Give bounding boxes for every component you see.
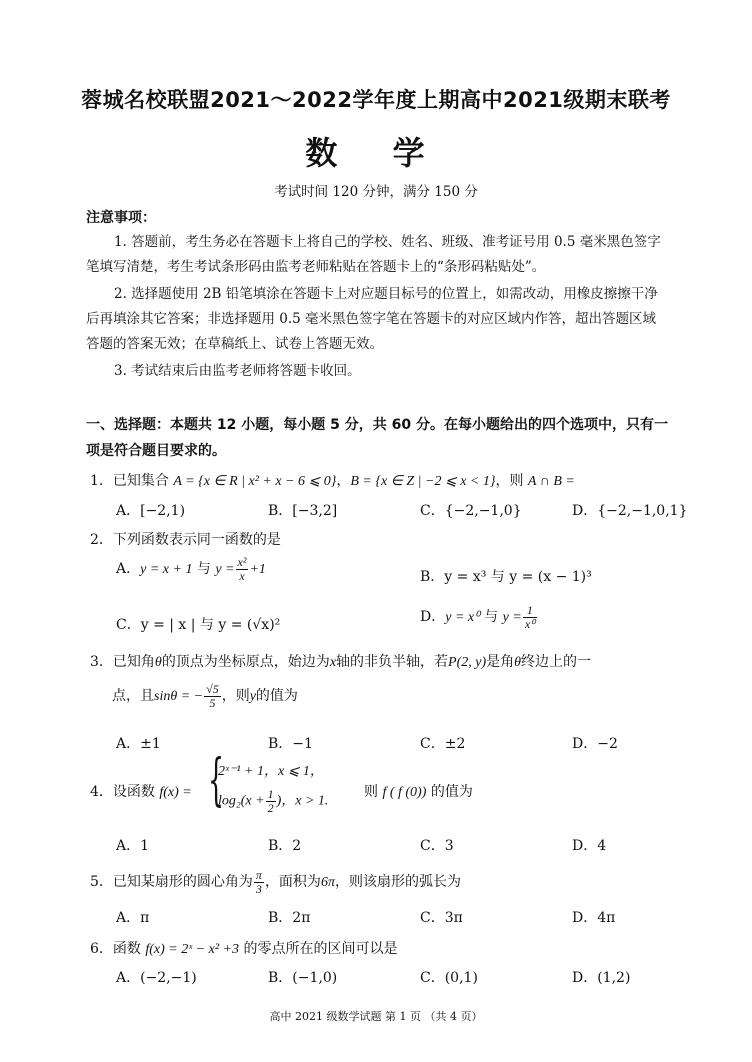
q1-option-d: D．{−2,−1,0,1} [572,503,688,519]
q3-option-d: D．−2 [572,736,618,752]
q2-option-c: C．y = | x | 与 y = (√x)² [116,617,281,633]
question-4-tail [364,781,473,801]
q3-denominator: 5 [209,695,216,710]
exam-info: 考试时间 120 分钟，满分 150 分 [274,184,478,200]
q1-intersection: A ∩ B = [527,474,575,489]
question-5-stem [90,869,461,895]
q4-case2-fraction [266,788,276,814]
q2d-fraction [523,604,537,630]
q4-text-b: 则 [364,784,383,800]
q2a-numerator: x² [237,555,247,569]
question-1-stem [90,470,575,490]
q5-option-a: A．π [116,910,150,926]
q6-text-a: 6．函数 [90,941,146,957]
q5-option-d: D．4π [572,910,616,926]
q4-case-2 [218,788,328,814]
q3-text-d: 是角 [486,654,515,670]
q3-fraction [204,683,221,709]
question-3-line-1 [90,651,591,671]
q3-text-f: 点，且 [112,688,154,705]
q1-text-c: ，则 [495,473,528,489]
q4-func: f(x) = [159,785,192,800]
q2a-func-1: y = x + 1 [140,562,193,578]
q4-case2-log: log₂(x + [218,793,265,809]
q1-option-b: B．[−3,2] [268,503,338,519]
q4-option-b: B．2 [268,838,302,854]
q4-case-1: 2ˣ⁻¹ + 1，x ⩽ 1， [218,764,324,779]
question-2-stem: 2．下列函数表示同一函数的是 [90,532,281,548]
q1-option-a: A．[−2,1) [116,503,186,519]
q4-case2-numerator: 1 [267,787,274,801]
q4-case2-tail: )，x > 1. [276,793,329,809]
q3-point: P(2, y) [448,655,487,670]
q4-brace: { [208,748,225,813]
q3-x: x [329,655,337,670]
q6-option-d: D．(1,2) [572,970,631,986]
notice-heading: 注意事项： [86,210,156,226]
q2a-denominator: x [239,568,245,583]
q2-option-b: B．y = x³ 与 y = (x − 1)³ [420,569,592,585]
q5-fraction [254,869,264,895]
q4-option-d: D．4 [572,838,607,854]
q3-sin: sinθ = − [154,689,204,705]
q6-option-a: A．(−2,−1) [116,970,197,986]
q3-theta: θ [154,655,162,670]
q2d-func-2: y = [502,610,522,626]
q2a-tail: +1 [249,562,266,578]
q1-option-c: C．{−2,−1,0} [420,503,522,519]
q2-option-d [420,604,538,630]
q5-denominator: 3 [255,881,262,896]
q2d-func-1: y = x⁰ [445,610,480,626]
q5-text-b: ，面积为 [264,874,321,891]
q3-theta-2: θ [514,655,522,670]
q2a-fraction [236,556,249,582]
q3-text-a: 3．已知角 [90,654,155,670]
q5-text-c: ，则该扇形的弧长为 [334,874,461,891]
q3-y: y [249,689,256,705]
q5-text-a: 5．已知某扇形的圆心角为 [90,874,253,891]
q6-option-c: C．(0,1) [420,970,478,986]
q6-text-b: 的零点所在的区间可以是 [239,941,398,957]
q1-text-b: ， [336,473,351,489]
q4-text-c: 的值为 [426,784,473,800]
q1-set-a: A = {x ∈ R | x² + x − 6 ⩽ 0} [173,474,337,489]
notice-item-1: 1. 答题前，考生务必在答题卡上将自己的学校、姓名、班级、准考证号用 0.5 毫米黑色签字笔填写清楚，考生考试条形码由监考老师粘贴在答题卡上的“条形码粘贴处”。 [86,234,661,275]
q3-text-c: 轴的非负半轴，若 [336,654,449,670]
q2d-denominator: x⁰ [524,616,535,631]
q2d-numerator: 1 [523,604,537,618]
q4-case2-denominator: 2 [267,800,274,815]
q5-area: 6π [320,875,335,891]
q3-numerator: √5 [206,682,219,696]
q4-option-a: A．1 [116,838,150,854]
q3-option-b: B．−1 [268,736,313,752]
q3-text-g: ，则 [221,688,250,705]
q1-set-b: B = {x ∈ Z | −2 ⩽ x < 1} [350,474,496,489]
notice-item-2: 2. 选择题使用 2B 铅笔填涂在答题卡上对应题目标号的位置上，如需改动，用橡皮擦擦干净后再填涂其它答案；非选择题用 0.5 毫米黑色签字笔在答题卡的对应区域内作答，超出答题区域答题的答案无效；在草稿纸上、试卷上答题无效。 [86,286,658,352]
q5-numerator: π [255,868,262,882]
page-footer: 高中 2021 级数学试题 第 1 页 （共 4 页） [269,1010,483,1023]
q2d-label: D． [420,609,446,626]
q6-func: f(x) = 2ˣ − x² +3 [145,942,239,957]
q2a-connector: 与 [192,561,216,578]
q4-composite: f ( f (0)) [382,785,427,800]
q2d-connector: 与 [479,609,503,626]
q1-text-a: 1．已知集合 [90,473,174,489]
q3-option-c: C．±2 [420,736,466,752]
exam-title: 蓉城名校联盟2021～2022学年度上期高中2021级期末联考 [81,88,671,112]
question-4-stem [90,781,192,801]
notice-item-3: 3. 考试结束后由监考老师将答题卡收回。 [114,363,361,379]
q2-option-a [116,556,266,582]
subject-title: 数 学 [305,134,447,172]
q3-text-h: 的值为 [255,688,298,705]
q6-option-b: B．(−1,0) [268,970,338,986]
question-6-stem [90,938,397,958]
q3-text-e: 终边上的一 [521,654,592,670]
q5-option-c: C．3π [420,910,463,926]
q3-text-b: 的顶点为坐标原点，始边为 [161,654,330,670]
q2a-func-2: y = [215,562,235,578]
q5-option-b: B．2π [268,910,311,926]
q4-text-a: 4．设函数 [90,784,160,800]
section-heading: 一、选择题：本题共 12 小题，每小题 5 分，共 60 分。在每小题给出的四个选项中，只有一项是符合题目要求的。 [86,417,668,459]
q4-option-c: C．3 [420,838,454,854]
question-3-line-2 [112,683,298,709]
q2a-label: A． [116,561,141,578]
q3-option-a: A．±1 [116,736,161,752]
